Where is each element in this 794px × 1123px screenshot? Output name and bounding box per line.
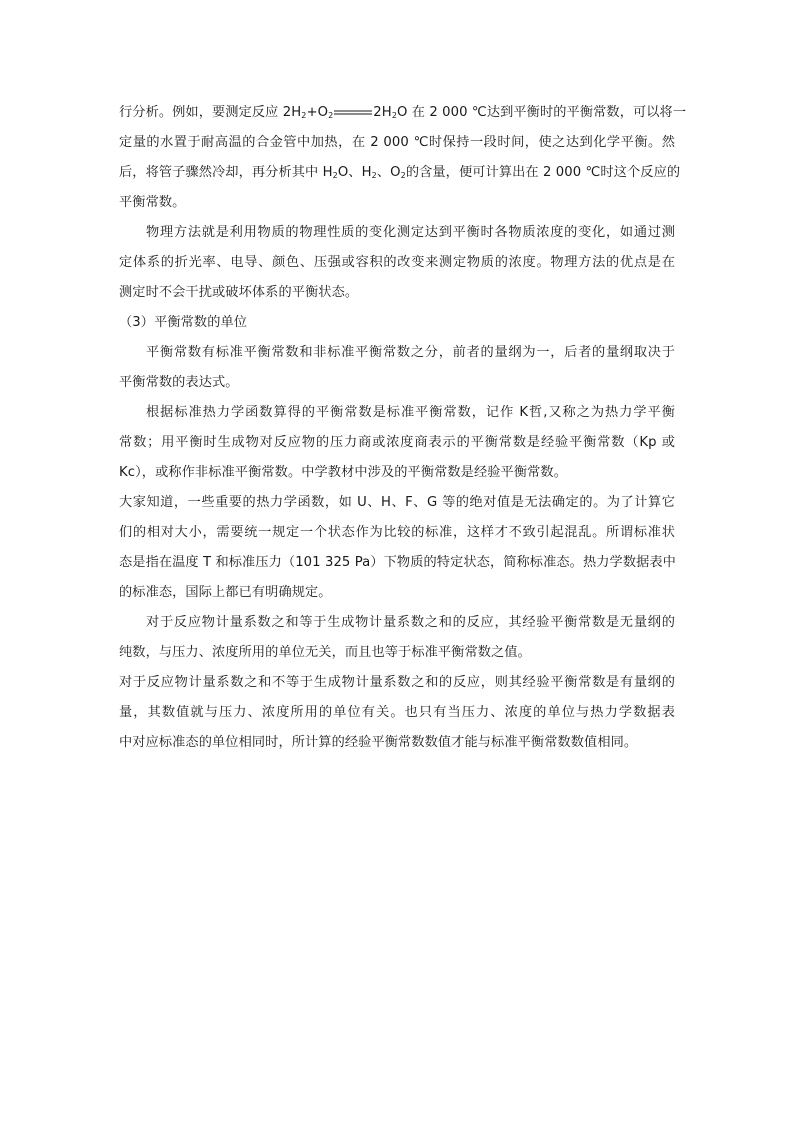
subscript: 2 bbox=[391, 111, 398, 120]
para2-line1: 物理方法就是利用物质的物理性质的变化测定达到平衡时各物质浓度的变化，如通过测 bbox=[146, 225, 675, 240]
text-run: O、H bbox=[337, 165, 372, 180]
para1-line4: 平衡常数。 bbox=[119, 195, 186, 210]
para7-line3: 中对应标准态的单位相同时，所计算的经验平衡常数数值才能与标准平衡常数数值相同。 bbox=[119, 735, 638, 750]
text-run: 2H bbox=[373, 105, 392, 120]
text-run: 行分析。例如，要测定反应 2H bbox=[119, 105, 302, 120]
subscript: 2 bbox=[328, 111, 334, 120]
subscript: 2 bbox=[332, 171, 338, 180]
text-run: 后，将管子骤然冷却，再分析其中 H bbox=[119, 165, 333, 180]
subscript: 2 bbox=[371, 171, 377, 180]
para6-line2: 纯数，与压力、浓度所用的单位无关，而且也等于标准平衡常数之值。 bbox=[119, 645, 531, 660]
para1-line2: 定量的水置于耐高温的合金管中加热，在 2 000 ℃时保持一段时间，使之达到化学平衡。然 bbox=[119, 135, 675, 150]
para5-line2: 们的相对大小，需要统一规定一个状态作为比较的标准，这样才不致引起混乱。所谓标准状 bbox=[119, 525, 675, 540]
para5-line1: 大家知道，一些重要的热力学函数，如 U、H、F、G 等的绝对值是无法确定的。为了计算它 bbox=[119, 495, 675, 510]
para4-line1: 根据标准热力学函数算得的平衡常数是标准平衡常数，记作 K哲,又称之为热力学平衡 bbox=[146, 405, 675, 420]
para3-line1: 平衡常数有标准平衡常数和非标准平衡常数之分，前者的量纲为一，后者的量纲取决于 bbox=[146, 345, 675, 360]
subscript: 2 bbox=[400, 171, 406, 180]
para4-line3: Kc），或称作非标准平衡常数。中学教材中涉及的平衡常数是经验平衡常数。 bbox=[119, 465, 567, 480]
section-heading: （3）平衡常数的单位 bbox=[119, 315, 248, 330]
para2-line3: 测定时不会干扰或破坏体系的平衡状态。 bbox=[119, 285, 359, 300]
para5-line4: 的标准态，国际上都已有明确规定。 bbox=[119, 585, 332, 600]
subscript: 2 bbox=[301, 111, 307, 120]
para1-line3 bbox=[119, 158, 681, 188]
para7-line2: 量，其数值就与压力、浓度所用的单位有关。也只有当压力、浓度的单位与热力学数据表 bbox=[119, 705, 675, 720]
para1-line1 bbox=[119, 98, 687, 128]
equilibrium-arrow-icon bbox=[334, 109, 372, 116]
text-run: O 在 2 000 ℃达到平衡时的平衡常数，可以将一 bbox=[397, 105, 687, 120]
para5-line3: 态是指在温度 T 和标准压力（101 325 Pa）下物质的特定状态，简称标准态。热力学数据表中 bbox=[119, 555, 676, 570]
text-run: 、O bbox=[376, 165, 401, 180]
para3-line2: 平衡常数的表达式。 bbox=[119, 375, 239, 390]
text-run: 的含量，便可计算出在 2 000 ℃时这个反应的 bbox=[405, 165, 681, 180]
document-body bbox=[119, 98, 687, 758]
para2-line2: 定体系的折光率、电导、颜色、压强或容积的改变来测定物质的浓度。物理方法的优点是在 bbox=[119, 255, 675, 270]
para4-line2: 常数；用平衡时生成物对反应物的压力商或浓度商表示的平衡常数是经验平衡常数（Kp 或 bbox=[119, 435, 675, 450]
para6-line1: 对于反应物计量系数之和等于生成物计量系数之和的反应，其经验平衡常数是无量纲的 bbox=[146, 615, 675, 630]
para7-line1: 对于反应物计量系数之和不等于生成物计量系数之和的反应，则其经验平衡常数是有量纲的 bbox=[119, 675, 675, 690]
text-run: +O bbox=[306, 105, 329, 120]
